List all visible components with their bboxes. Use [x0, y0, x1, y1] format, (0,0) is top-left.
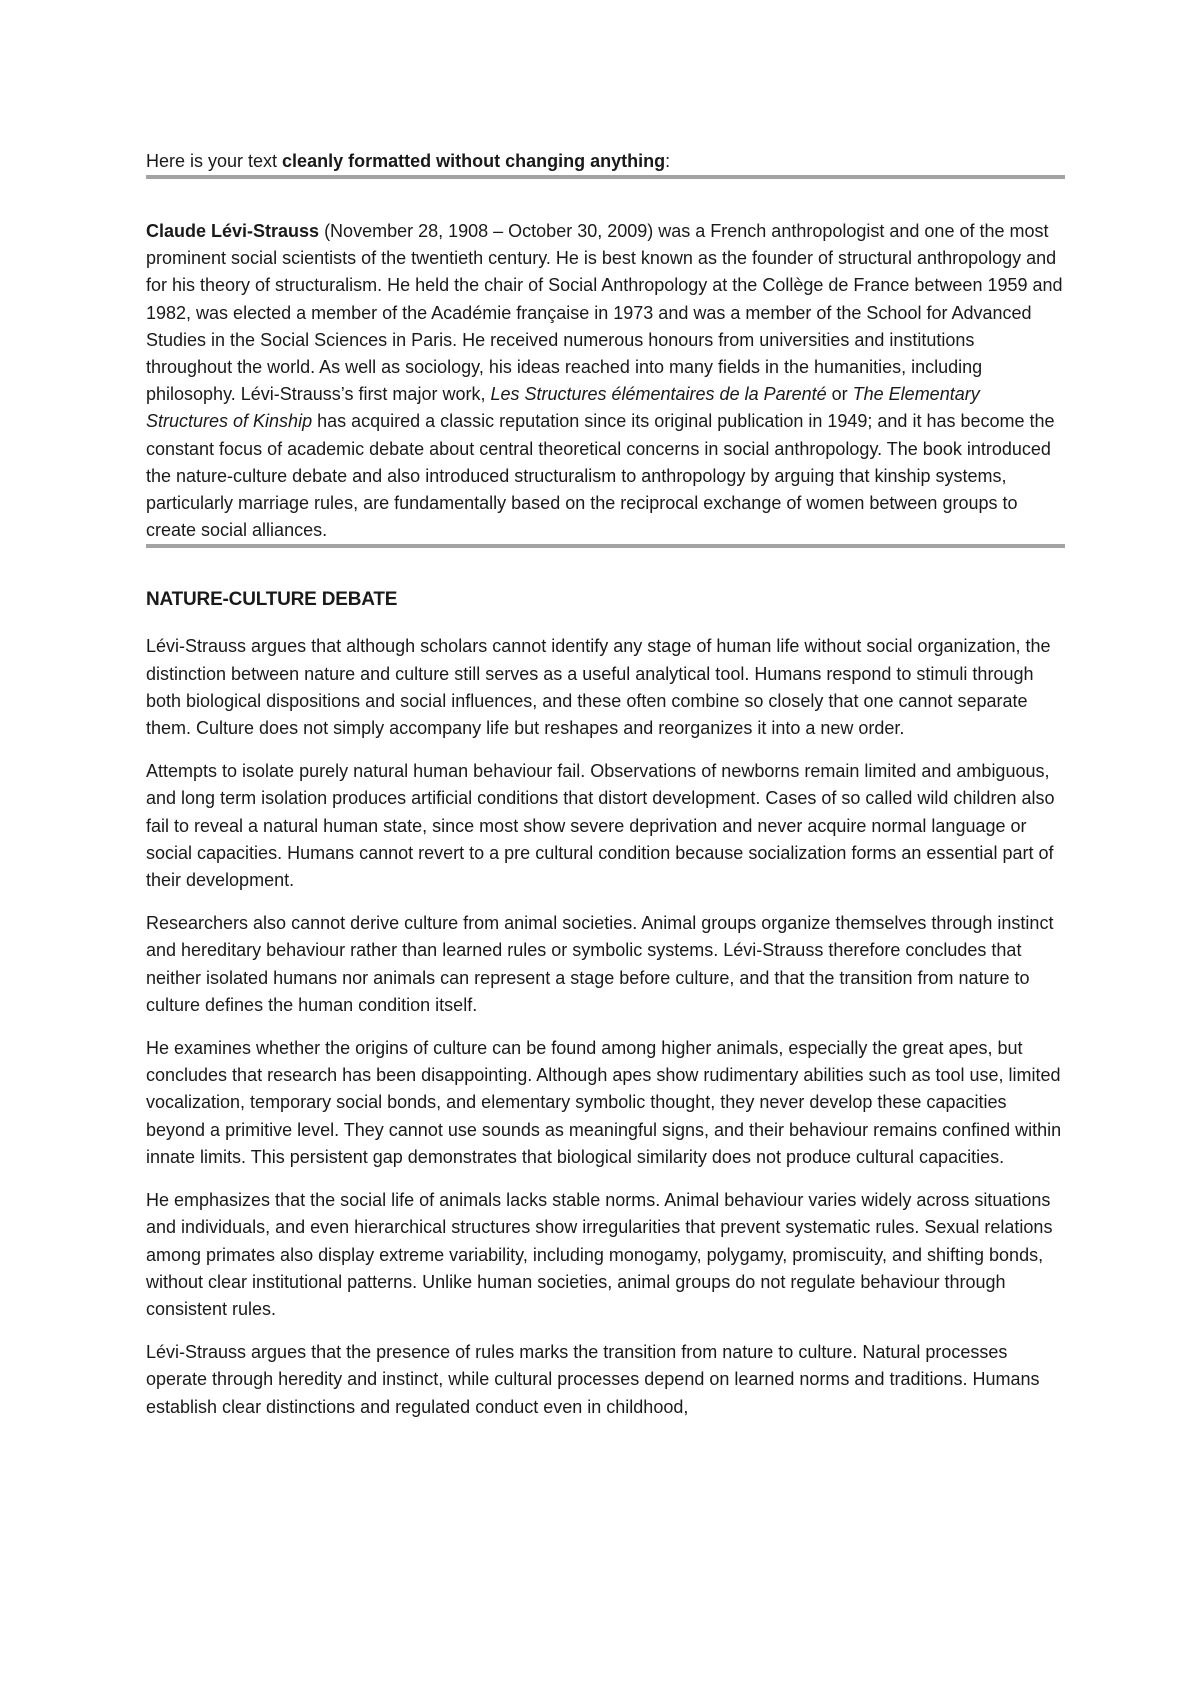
bio-text-3: has acquired a classic reputation since its original publication in 1949; and it has become the constant focus of academic debate about central theoretical concerns in social anthropology. The book introduced the nature-culture debate and also introduced structuralism to anthropology by arguing that kinship systems, particularly marriage rules, are fundamentally based on the reciprocal exchange of women between groups to create social alliances. — [146, 411, 1055, 541]
subject-name: Claude Lévi-Strauss — [146, 221, 320, 241]
bio-text-2: or — [826, 384, 853, 405]
intro-bold: cleanly formatted without changing anything — [282, 151, 666, 171]
section-heading: NATURE-CULTURE DEBATE — [146, 589, 398, 611]
body-paragraph: He examines whether the origins of culture can be found among higher animals, especially the great apes, but concludes that research has been disappointing. Although apes show rudimentary abilities such as tool use, limited vocalization, temporary social bonds, and elementary symbolic thought, they never develop these capacities beyond a primitive level. They cannot use sounds as meaningful signs, and their behaviour remains confined within innate limits. This persistent gap demonstrates that biological similarity does not produce cultural capacities. — [146, 1038, 1062, 1167]
body-paragraph: Attempts to isolate purely natural human behaviour fail. Observations of newborns remain limited and ambiguous, and long term isolation produces artificial conditions that distort development. Cases of so called wild children also fail to reveal a natural human state, since most show severe deprivation and never acquire normal language or social capacities. Humans cannot revert to a pre cultural condition because socialization forms an essential part of their development. — [146, 761, 1055, 891]
biography-paragraph — [146, 218, 1065, 544]
body-paragraph: He emphasizes that the social life of animals lacks stable norms. Animal behaviour varies widely across situations and individuals, and even hierarchical structures show irregularities that prevent systematic rules. Sexual relations among primates also display extreme variability, including monogamy, polygamy, promiscuity, and shifting bonds, without clear institutional patterns. Unlike human societies, animal groups do not regulate behaviour through consistent rules. — [146, 1190, 1053, 1319]
bio-text-1: (November 28, 1908 – October 30, 2009) was a French anthropologist and one of the most prominent social scientists of the twentieth century. He is best known as the founder of structural anthropology and for his theory of structuralism. He held the chair of Social Anthropology at the Collège de France between 1959 and 1982, was elected a member of the Académie française in 1973 and was a member of the School for Advanced Studies in the Social Sciences in Paris. He received numerous honours from universities and institutions throughout the world. As well as sociology, his ideas reached into many fields in the humanities, including philosophy. Lévi-Strauss’s first major work, — [146, 221, 1063, 405]
intro-prefix: Here is your text — [146, 151, 283, 171]
horizontal-rule — [146, 175, 1065, 179]
intro-suffix: : — [665, 151, 671, 171]
book-title-french: Les Structures élémentaires de la Parenté — [490, 384, 827, 405]
book-title-english: The Elementary Structures of Kinship — [146, 384, 980, 432]
body-paragraph: Researchers also cannot derive culture from animal societies. Animal groups organize themselves through instinct and hereditary behaviour rather than learned rules or symbolic systems. Lévi-Strauss therefore concludes that neither isolated humans nor animals can represent a stage before culture, and that the transition from nature to culture defines the human condition itself. — [146, 913, 1054, 1015]
body-paragraph: Lévi-Strauss argues that although scholars cannot identify any stage of human life without social organization, the distinction between nature and culture still serves as a useful analytical tool. Humans respond to stimuli through both biological dispositions and social influences, and these often combine so closely that one cannot separate them. Culture does not simply accompany life but reshapes and reorganizes it into a new order. — [146, 636, 1051, 739]
intro-line — [146, 148, 1065, 175]
body-paragraph: Lévi-Strauss argues that the presence of rules marks the transition from nature to culture. Natural processes operate through heredity and instinct, while cultural processes depend on learned norms and traditions. Humans establish clear distinctions and regulated conduct even in childhood, — [146, 1342, 1040, 1417]
horizontal-rule — [146, 544, 1065, 548]
